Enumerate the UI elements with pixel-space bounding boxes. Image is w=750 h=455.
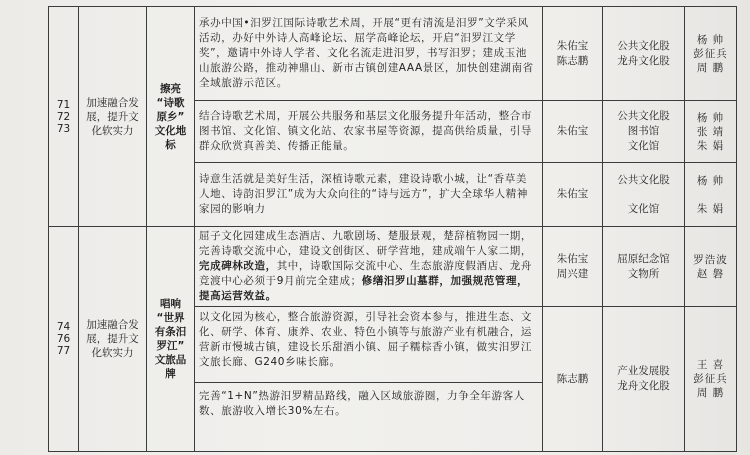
department-name: 公共文化股: [617, 110, 670, 122]
leader-cell: [543, 307, 603, 452]
task-description: [195, 307, 543, 452]
department-name: 文物所: [627, 267, 660, 280]
department-name: 龙舟文化股: [617, 380, 670, 392]
task-description: 结合诗歌艺术周，开展公共服务和基层文化服务提升年活动，整合市图书馆、文化馆、镇文化站、农家书屋等资源，提高供给质量，引导群众欣赏真善美、传播正能量。: [195, 101, 543, 163]
department-name: 公共文化股: [617, 173, 670, 186]
task-text: 完善“1+N”热游汨罗精品路线，融入区域旅游圈，力争全年游客人数、旅游收入增长30%左右。: [199, 389, 525, 417]
subtask-text: 原乡”: [156, 110, 185, 123]
task-text-emphasis: 完成碑林改造，: [199, 260, 277, 272]
subtask-text: 罗江”: [156, 340, 185, 352]
responsible-name: 杨 帅: [696, 111, 725, 124]
department-cell: [603, 227, 685, 307]
subtask-cell: [147, 7, 195, 227]
subtask-text: “世界: [156, 312, 185, 324]
subtask-text: 唱响: [160, 298, 181, 310]
responsible-cell: [685, 227, 737, 307]
department-cell: [603, 101, 685, 163]
leader-cell: [543, 7, 603, 101]
responsible-cell: [685, 307, 737, 452]
task-text-emphasis: 修缮汨罗山墓群，加强规范管理，提高运营效益。: [199, 275, 529, 302]
leader-name: 朱佑宝: [556, 188, 589, 200]
subtask-text: “诗歌: [156, 96, 185, 109]
task-text: 屈子文化园建成生态酒店、九歌剧场、楚服景观，楚辞植物园一期，完善诗歌交流中心，建设文创街区、研学营地，建成端午人家二期，: [199, 230, 532, 257]
task-description: 承办中国•汨罗江国际诗歌艺术周，开展“更有清流是汨罗”文学采风活动，办好中外诗人高峰论坛、屈学高峰论坛，开启“汨罗江文学奖”，邀请中外诗人学者、文化名流走进汨罗，书写汨罗；建成玉池山旅游公路，推动神鼎山、新市古镇创建AAA景区，加快创建湖南省全域旅游示范区。: [195, 7, 543, 101]
goal-cell: [79, 7, 147, 227]
department-name: 产业发展股: [617, 365, 670, 377]
responsible-name: 杨 帅: [696, 33, 725, 46]
responsible-name: 张 靖: [696, 125, 725, 138]
leader-cell: [543, 163, 603, 227]
responsible-name: 朱 娟: [696, 139, 725, 152]
goal-text: 加速融合发: [86, 96, 139, 109]
goal-text: 展，提升文: [86, 333, 139, 345]
serial-number: 76: [56, 333, 71, 345]
leader-name: 陈志鹏: [556, 54, 589, 67]
leader-name: 朱佑宝: [556, 125, 589, 137]
responsible-name: 杨 帅: [696, 174, 725, 187]
subtask-text: 牌: [165, 368, 176, 380]
goal-text: 化软实力: [91, 124, 134, 137]
serial-number: 73: [56, 122, 71, 135]
serial-number: 74: [56, 321, 71, 333]
department-name: 图书馆: [627, 125, 660, 137]
responsible-name: 彭征兵: [693, 47, 728, 60]
responsible-cell: [685, 7, 737, 101]
department-name: 公共文化股: [617, 39, 670, 52]
leader-name: 朱佑宝: [556, 39, 589, 52]
task-description: [195, 227, 543, 307]
task-text: 其中，诗歌国际交流中心、生态旅游度假酒店、龙舟竞渡中心必须于9月前完全建成；: [199, 260, 533, 287]
department-cell: [603, 163, 685, 227]
serial-number: 71: [56, 98, 71, 111]
serial-number: 77: [56, 345, 71, 357]
subtask-text: 文旅品: [154, 354, 187, 366]
responsible-name: 罗浩波: [693, 253, 728, 266]
serial-number-cell: [49, 7, 79, 227]
responsible-name: 周 鹏: [696, 61, 725, 74]
work-task-table: [48, 6, 737, 452]
subtask-text: 有条汨: [154, 326, 187, 338]
subtask-text: 擦亮: [160, 82, 181, 95]
department-name: 龙舟文化股: [617, 54, 670, 67]
department-cell: [603, 7, 685, 101]
serial-number: 72: [56, 110, 71, 123]
leader-name: 朱佑宝: [556, 252, 589, 265]
responsible-name: 周 鹏: [696, 387, 725, 399]
goal-text: 展，提升文: [86, 110, 139, 123]
subtask-text: 文化地: [154, 124, 187, 137]
leader-cell: [543, 101, 603, 163]
department-name: 屈原纪念馆: [617, 252, 670, 265]
responsible-name: 王 喜: [696, 359, 725, 371]
goal-cell: [79, 227, 147, 452]
goal-text: 化软实力: [91, 347, 134, 359]
subtask-text: 标: [165, 138, 176, 151]
task-text: 以文化园为核心，整合旅游资源，引导社会资本参与，推进生态、文化、研学、体育、康养、农业、特色小镇等与旅游产业有机融合，运营新市慢城古镇，建设长乐甜酒小镇、屈子糯棕香小镇，做实汨罗江文旅长廊、G240乡味长廊。: [195, 308, 542, 383]
responsible-name: 朱 娟: [696, 202, 725, 215]
responsible-name: 彭征兵: [693, 373, 728, 385]
table-row: [49, 227, 737, 307]
serial-number-cell: [49, 227, 79, 452]
responsible-cell: [685, 163, 737, 227]
task-description: 诗意生活就是美好生活，深植诗歌元素，建设诗歌小城，让“香草美人地、诗韵汨罗江”成为大众向往的“诗与远方”，扩大全球华人精神家园的影响力: [195, 163, 543, 227]
goal-text: 加速融合发: [86, 319, 139, 331]
table-row: [49, 7, 737, 101]
subtask-cell: [147, 227, 195, 452]
leader-cell: [543, 227, 603, 307]
responsible-name: 赵 磐: [696, 267, 725, 280]
department-cell: [603, 307, 685, 452]
department-name: 文化馆: [627, 202, 660, 215]
department-name: 文化馆: [627, 140, 660, 152]
responsible-cell: [685, 101, 737, 163]
leader-name: 陈志鹏: [556, 372, 589, 385]
leader-name: 周兴建: [556, 267, 589, 280]
